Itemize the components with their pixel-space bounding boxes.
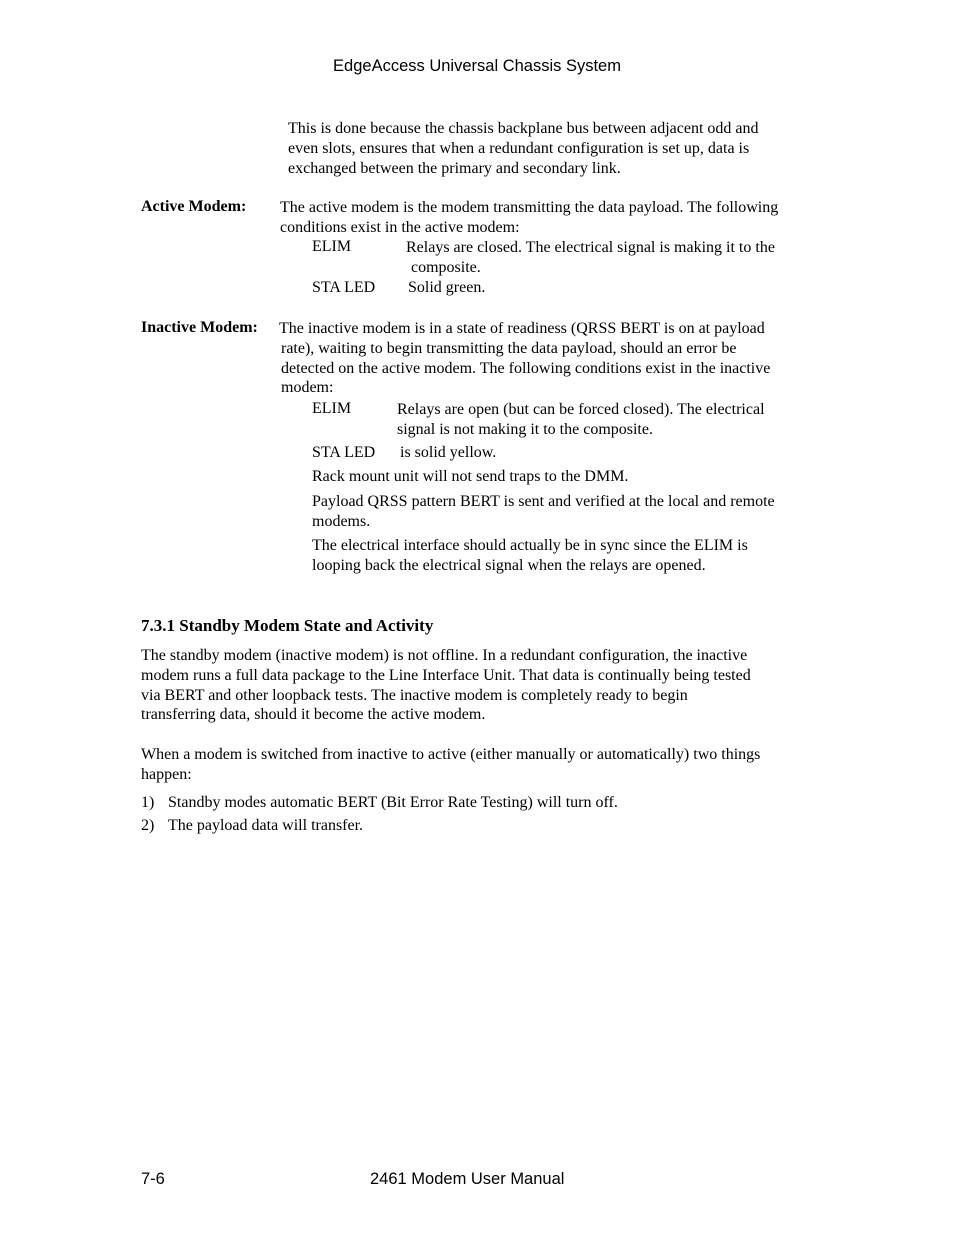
inactive-note-sync bbox=[312, 536, 748, 576]
active-modem-description bbox=[280, 198, 778, 238]
page-header: EdgeAccess Universal Chassis System bbox=[333, 57, 621, 75]
active-modem-desc-line: conditions exist in the active modem: bbox=[280, 218, 520, 236]
intro-note-line: exchanged between the primary and secondary link. bbox=[288, 159, 621, 177]
inactive-note-traps: Rack mount unit will not send traps to the DMM. bbox=[312, 468, 629, 485]
intro-note-line: This is done because the chassis backplane bus between adjacent odd and bbox=[288, 120, 759, 137]
inactive-note-bert-line: Payload QRSS pattern BERT is sent and verified at the local and remote bbox=[312, 493, 775, 510]
intro-note bbox=[288, 119, 759, 178]
paragraph-line: happen: bbox=[141, 765, 192, 783]
active-sta-description: Solid green. bbox=[408, 279, 486, 296]
list-item-text: The payload data will transfer. bbox=[168, 817, 364, 834]
intro-note-line: even slots, ensures that when a redundant configuration is set up, data is bbox=[288, 139, 750, 157]
inactive-sta-description: is solid yellow. bbox=[400, 444, 497, 461]
inactive-modem-label: Inactive Modem: bbox=[141, 319, 258, 336]
inactive-modem-desc-line: detected on the active modem. The following conditions exist in the inactive bbox=[281, 359, 771, 377]
paragraph-line: transferring data, should it become the active modem. bbox=[141, 706, 486, 724]
active-sta-term: STA LED bbox=[312, 279, 376, 296]
inactive-note-sync-line: looping back the electrical signal when the relays are opened. bbox=[312, 556, 706, 574]
list-item bbox=[141, 794, 618, 812]
inactive-elim-desc-line: Relays are open (but can be forced closed). The electrical bbox=[397, 401, 765, 418]
list-item-number: 1) bbox=[141, 794, 155, 811]
list-item bbox=[141, 817, 363, 835]
inactive-modem-desc-line: modem: bbox=[281, 379, 334, 397]
paragraph-line: The standby modem (inactive modem) is not offline. In a redundant configuration, the inactive bbox=[141, 647, 748, 664]
inactive-note-bert-line: modems. bbox=[312, 512, 371, 530]
paragraph-line: modem runs a full data package to the Line Interface Unit. That data is continually being tested bbox=[141, 666, 751, 684]
inactive-modem-desc-line: The inactive modem is in a state of readiness (QRSS BERT is on at payload bbox=[279, 320, 765, 337]
inactive-note-sync-line: The electrical interface should actually be in sync since the ELIM is bbox=[312, 537, 748, 554]
inactive-elim-description bbox=[397, 400, 765, 440]
inactive-modem-desc-line: rate), waiting to begin transmitting the data payload, should an error be bbox=[281, 339, 737, 357]
list-item-text: Standby modes automatic BERT (Bit Error Rate Testing) will turn off. bbox=[168, 794, 618, 811]
section-paragraph-1 bbox=[141, 646, 751, 725]
manual-title: 2461 Modem User Manual bbox=[370, 1170, 565, 1188]
active-elim-term: ELIM bbox=[312, 238, 352, 255]
inactive-elim-desc-line: signal is not making it to the composite. bbox=[397, 420, 653, 438]
page-number: 7-6 bbox=[141, 1170, 165, 1188]
inactive-elim-term: ELIM bbox=[312, 400, 352, 417]
paragraph-line: When a modem is switched from inactive to active (either manually or automatically) two things bbox=[141, 746, 761, 763]
active-modem-label: Active Modem: bbox=[141, 198, 247, 215]
section-heading: 7.3.1 Standby Modem State and Activity bbox=[141, 616, 434, 635]
section-paragraph-2 bbox=[141, 745, 760, 785]
paragraph-line: via BERT and other loopback tests. The inactive modem is completely ready to begin bbox=[141, 686, 688, 704]
inactive-note-bert bbox=[312, 492, 775, 532]
active-elim-description bbox=[406, 238, 775, 278]
inactive-sta-term: STA LED bbox=[312, 444, 376, 461]
active-elim-desc-line: Relays are closed. The electrical signal is making it to the bbox=[406, 239, 775, 256]
list-item-number: 2) bbox=[141, 817, 155, 834]
inactive-modem-description bbox=[279, 319, 770, 398]
active-elim-desc-line: composite. bbox=[411, 258, 481, 276]
active-modem-desc-line: The active modem is the modem transmitting the data payload. The following bbox=[280, 199, 779, 216]
